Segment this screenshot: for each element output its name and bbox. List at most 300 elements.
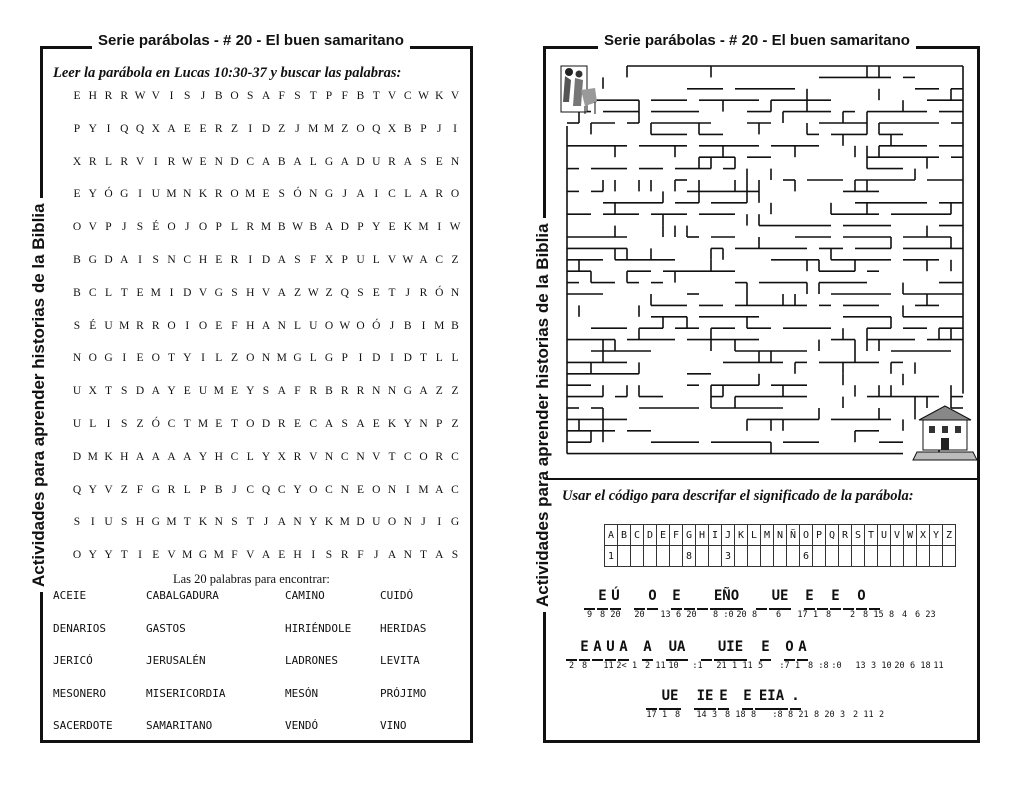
- grid-letter: S: [231, 286, 238, 299]
- grid-letter: S: [357, 286, 364, 299]
- answer-blank[interactable]: A: [797, 637, 808, 661]
- grid-letter: D: [261, 418, 271, 430]
- grid-row: [70, 188, 462, 200]
- answer-blank[interactable]: EIA: [755, 686, 788, 710]
- grid-letter: O: [246, 418, 255, 430]
- grid-letter: C: [325, 483, 333, 496]
- answer-blank[interactable]: [756, 586, 767, 610]
- grid-letter: E: [356, 483, 365, 496]
- grid-letter: N: [167, 254, 176, 266]
- grid-letter: Z: [230, 352, 239, 365]
- answer-blank[interactable]: Ú: [610, 586, 621, 610]
- grid-letter: V: [450, 90, 460, 102]
- code-number: 17: [646, 710, 657, 720]
- grid-letter: A: [356, 188, 365, 201]
- grid-letter: E: [183, 385, 191, 398]
- word-gap: [655, 639, 664, 661]
- word-item: SACERDOTE: [53, 719, 113, 732]
- answer-blank[interactable]: [566, 637, 577, 661]
- word-item: MISERICORDIA: [146, 686, 226, 700]
- inn-illustration-icon: [913, 406, 977, 460]
- grid-letter: M: [308, 122, 319, 135]
- grid-letter: O: [387, 516, 397, 529]
- grid-letter: I: [169, 90, 174, 102]
- grid-letter: K: [403, 221, 412, 234]
- word-item: DENARIOS: [53, 621, 106, 635]
- code-number-cell[interactable]: [930, 546, 943, 567]
- grid-letter: Y: [246, 385, 255, 398]
- grid-letter: E: [215, 319, 223, 332]
- grid-letter: C: [403, 90, 412, 102]
- grid-letter: V: [198, 286, 208, 299]
- grid-letter: R: [246, 221, 255, 234]
- answer-blank[interactable]: O: [784, 637, 795, 661]
- grid-letter: E: [388, 221, 396, 234]
- grid-letter: N: [340, 483, 349, 496]
- answer-blank[interactable]: [843, 586, 854, 610]
- grid-letter: A: [135, 450, 145, 463]
- grid-letter: O: [198, 319, 208, 332]
- grid-letter: N: [403, 516, 412, 529]
- grid-letter: I: [405, 483, 410, 496]
- grid-letter: E: [73, 188, 81, 201]
- grid-letter: T: [230, 418, 239, 430]
- grid-letter: W: [402, 254, 414, 266]
- code-number: 10: [881, 661, 892, 671]
- grid-letter: Y: [88, 122, 97, 135]
- grid-letter: S: [121, 418, 128, 430]
- cipher-line: [646, 686, 887, 722]
- code-number: [836, 610, 845, 622]
- grid-letter: O: [324, 319, 334, 332]
- answer-blank[interactable]: A: [592, 637, 603, 661]
- grid-letter: N: [356, 450, 365, 463]
- grid-row: [70, 90, 462, 102]
- grid-letter: C: [340, 450, 349, 463]
- grid-letter: Y: [309, 516, 318, 529]
- answer-blank[interactable]: [869, 586, 880, 610]
- grid-letter: R: [120, 90, 129, 102]
- code-letter-cell: X: [917, 525, 930, 546]
- code-number-cell[interactable]: 6: [800, 546, 813, 567]
- grid-letter: I: [106, 122, 111, 135]
- grid-letter: S: [136, 221, 144, 234]
- grid-letter: R: [136, 319, 144, 332]
- grid-letter: Y: [167, 385, 176, 398]
- grid-letter: R: [293, 450, 302, 463]
- code-number: 2: [852, 710, 859, 720]
- code-number-cell[interactable]: [748, 546, 761, 567]
- grid-letter: É: [152, 221, 160, 234]
- grid-letter: I: [153, 155, 158, 168]
- answer-blank[interactable]: E: [579, 637, 590, 661]
- grid-letter: N: [277, 319, 286, 332]
- grid-letter: M: [87, 450, 98, 463]
- word-gap: [690, 639, 699, 661]
- code-number: 8: [787, 710, 794, 720]
- grid-letter: Y: [88, 483, 97, 496]
- grid-letter: S: [451, 549, 459, 562]
- grid-letter: T: [419, 352, 428, 365]
- grid-letter: I: [437, 221, 442, 234]
- code-number-cell[interactable]: [904, 546, 917, 567]
- grid-letter: C: [183, 254, 192, 266]
- words-caption: Las 20 palabras para encontrar:: [173, 572, 330, 586]
- grid-letter: L: [183, 483, 191, 496]
- grid-letter: C: [167, 418, 176, 430]
- grid-letter: N: [403, 549, 412, 562]
- grid-letter: U: [72, 418, 82, 430]
- code-letter-cell: Q: [826, 525, 839, 546]
- answer-blank[interactable]: UE: [659, 686, 681, 710]
- grid-letter: Z: [120, 483, 128, 496]
- grid-letter: J: [295, 122, 300, 135]
- grid-letter: U: [104, 319, 113, 332]
- grid-letter: O: [230, 188, 239, 201]
- grid-letter: T: [104, 385, 113, 398]
- grid-letter: Z: [293, 286, 302, 299]
- grid-letter: C: [451, 483, 459, 496]
- code-letter-cell: A: [605, 525, 618, 546]
- grid-letter: O: [309, 483, 318, 496]
- code-number-cell[interactable]: [657, 546, 670, 567]
- grid-letter: J: [342, 188, 347, 201]
- grid-letter: D: [104, 254, 113, 266]
- code-numbers-row: [605, 546, 956, 567]
- grid-letter: H: [135, 516, 145, 529]
- grid-letter: T: [309, 90, 317, 102]
- grid-letter: T: [388, 286, 396, 299]
- code-number: 3: [711, 710, 718, 720]
- code-number-cell[interactable]: 3: [722, 546, 735, 567]
- answer-blank[interactable]: [646, 686, 657, 710]
- code-table: [604, 524, 956, 567]
- word-item: MESONERO: [53, 686, 106, 700]
- grid-letter: C: [88, 286, 97, 299]
- answer-blank[interactable]: [584, 586, 595, 610]
- grid-letter: P: [199, 483, 207, 496]
- grid-letter: F: [341, 90, 348, 102]
- code-letter-cell: T: [865, 525, 878, 546]
- grid-letter: R: [340, 385, 349, 398]
- code-number: 20: [686, 610, 697, 620]
- grid-letter: I: [390, 352, 394, 365]
- answer-blank[interactable]: A: [642, 637, 653, 661]
- grid-letter: A: [419, 188, 428, 201]
- maze: [545, 50, 978, 478]
- grid-letter: T: [419, 549, 428, 562]
- grid-letter: Q: [340, 286, 349, 299]
- code-letter-cell: L: [748, 525, 761, 546]
- grid-letter: O: [72, 221, 82, 234]
- grid-letter: D: [372, 352, 381, 365]
- code-number-cell[interactable]: [917, 546, 930, 567]
- grid-letter: B: [73, 254, 81, 266]
- code-instruction: Usar el código para descrifar el significado de la parábola:: [562, 488, 914, 504]
- grid-letter: T: [246, 516, 254, 529]
- grid-letter: C: [435, 254, 444, 266]
- grid-letter: A: [167, 450, 176, 463]
- grid-letter: G: [151, 483, 160, 496]
- code-number: 11: [742, 661, 753, 671]
- code-number: 6: [909, 661, 916, 671]
- grid-letter: B: [214, 483, 223, 496]
- code-number-cell[interactable]: [826, 546, 839, 567]
- code-letter-cell: F: [670, 525, 683, 546]
- grid-letter: A: [419, 254, 428, 266]
- code-letter-cell: M: [761, 525, 774, 546]
- right-side-label: Actividades para aprender historias de la Biblia: [533, 218, 553, 612]
- grid-letter: U: [104, 516, 113, 529]
- grid-letter: D: [261, 122, 271, 135]
- code-letter-cell: O: [800, 525, 813, 546]
- grid-letter: B: [325, 385, 333, 398]
- word-item: JERICÓ: [53, 654, 93, 667]
- answer-blank[interactable]: E: [760, 637, 771, 661]
- code-number: 6: [675, 610, 682, 620]
- grid-letter: A: [183, 450, 192, 463]
- code-number: 11: [863, 710, 874, 720]
- grid-letter: S: [278, 188, 285, 201]
- answer-blank[interactable]: O: [856, 586, 867, 610]
- code-number-cell[interactable]: 8: [683, 546, 696, 567]
- grid-letter: J: [389, 319, 395, 332]
- grid-letter: J: [232, 483, 237, 496]
- word-gap: [745, 588, 754, 610]
- answer-blank[interactable]: UA: [666, 637, 688, 661]
- code-number: [699, 610, 708, 622]
- grid-letter: M: [260, 221, 272, 234]
- answer-blank[interactable]: E: [830, 586, 841, 610]
- code-number-cell[interactable]: [839, 546, 852, 567]
- grid-letter: S: [121, 516, 128, 529]
- grid-letter: T: [183, 418, 191, 430]
- answer-blank[interactable]: E: [804, 586, 815, 610]
- answer-blank[interactable]: E: [718, 686, 729, 710]
- grid-letter: A: [324, 418, 334, 430]
- answer-blank[interactable]: U: [605, 637, 616, 661]
- grid-letter: Z: [451, 418, 459, 430]
- code-number: 18: [735, 710, 746, 720]
- grid-letter: H: [198, 254, 208, 266]
- answer-blank[interactable]: E: [671, 586, 682, 610]
- answer-blank[interactable]: EÑO: [710, 586, 743, 610]
- code-number: [844, 661, 853, 673]
- grid-letter: D: [261, 254, 271, 266]
- grid-letter: C: [230, 450, 239, 463]
- code-number-cell[interactable]: [644, 546, 657, 567]
- code-number: 8: [599, 610, 606, 620]
- code-number: 20: [894, 661, 905, 671]
- answer-blank[interactable]: [634, 586, 645, 610]
- code-letter-cell: J: [722, 525, 735, 546]
- grid-letter: M: [197, 418, 209, 430]
- code-number: 6: [914, 610, 921, 620]
- grid-letter: K: [198, 188, 208, 201]
- code-number-cell[interactable]: [943, 546, 956, 567]
- code-number: [685, 710, 694, 722]
- grid-letter: F: [357, 549, 364, 562]
- grid-letter: L: [372, 254, 380, 266]
- grid-letter: Y: [198, 450, 208, 463]
- grid-letter: A: [435, 549, 444, 562]
- code-number-cell[interactable]: [878, 546, 891, 567]
- code-letter-cell: N: [774, 525, 787, 546]
- grid-letter: M: [339, 516, 350, 529]
- grid-letter: F: [278, 90, 285, 102]
- grid-row: [70, 549, 462, 561]
- answer-blank[interactable]: E: [597, 586, 608, 610]
- word-item: LEVITA: [380, 654, 420, 667]
- grid-letter: K: [435, 90, 444, 102]
- answer-blank[interactable]: O: [647, 586, 658, 610]
- code-number-cell[interactable]: [670, 546, 683, 567]
- code-number: 8: [813, 710, 820, 720]
- left-page-title: Serie parábolas - # 20 - El buen samaritano: [92, 32, 410, 49]
- code-number: 3: [839, 710, 846, 720]
- code-letter-cell: G: [683, 525, 696, 546]
- grid-letter: I: [138, 549, 142, 562]
- grid-letter: P: [73, 122, 81, 135]
- grid-letter: A: [277, 516, 286, 529]
- grid-letter: C: [246, 483, 255, 496]
- grid-letter: M: [166, 188, 177, 201]
- code-number: 2: [568, 661, 575, 671]
- grid-letter: N: [387, 483, 397, 496]
- code-number: 23: [925, 610, 936, 620]
- grid-letter: J: [437, 122, 442, 135]
- code-number-cell[interactable]: [865, 546, 878, 567]
- word-item: LADRONES: [285, 654, 338, 667]
- answer-blank[interactable]: [684, 586, 695, 610]
- grid-letter: P: [105, 221, 112, 234]
- grid-letter: R: [120, 155, 129, 168]
- grid-letter: A: [151, 450, 160, 463]
- grid-letter: A: [435, 483, 444, 496]
- grid-letter: A: [261, 90, 271, 102]
- grid-letter: G: [214, 286, 223, 299]
- grid-letter: Q: [261, 483, 271, 496]
- grid-row: [70, 254, 462, 266]
- code-number-cell[interactable]: [709, 546, 722, 567]
- code-number: 9: [586, 610, 593, 620]
- code-number-cell[interactable]: [787, 546, 800, 567]
- grid-letter: P: [325, 90, 333, 102]
- answer-blank[interactable]: [701, 637, 712, 661]
- code-number: 2: [878, 710, 885, 720]
- grid-letter: S: [121, 385, 128, 398]
- grid-letter: E: [372, 418, 380, 430]
- code-number-cell[interactable]: [618, 546, 631, 567]
- code-number-cell[interactable]: [631, 546, 644, 567]
- grid-letter: Ó: [293, 188, 302, 201]
- grid-letter: U: [72, 385, 82, 398]
- grid-letter: K: [198, 516, 208, 529]
- cipher-line: [584, 586, 936, 622]
- code-number: 8: [581, 661, 588, 671]
- answer-blank[interactable]: [697, 586, 708, 610]
- grid-letter: X: [277, 450, 286, 463]
- grid-letter: L: [104, 155, 113, 168]
- grid-letter: D: [135, 385, 145, 398]
- grid-letter: S: [341, 418, 348, 430]
- code-number-cell[interactable]: [891, 546, 904, 567]
- maze-walls: [567, 66, 963, 454]
- answer-blank[interactable]: A: [618, 637, 629, 661]
- grid-letter: X: [387, 122, 397, 135]
- code-number-cell[interactable]: [774, 546, 787, 567]
- grid-letter: F: [231, 319, 238, 332]
- left-side-label: Actividades para aprender historias de la Biblia: [29, 198, 49, 592]
- grid-letter: P: [357, 221, 364, 234]
- grid-letter: X: [72, 155, 82, 168]
- grid-letter: M: [434, 319, 445, 332]
- grid-letter: K: [324, 516, 334, 529]
- word-gap: [731, 688, 740, 710]
- answer-blank[interactable]: .: [790, 686, 801, 710]
- grid-letter: V: [309, 450, 318, 463]
- grid-letter: Y: [372, 221, 381, 234]
- answer-blank[interactable]: E: [742, 686, 753, 710]
- code-number: 8: [712, 610, 719, 620]
- grid-letter: Ó: [435, 286, 444, 299]
- grid-letter: R: [277, 418, 286, 430]
- grid-letter: Z: [451, 254, 459, 266]
- grid-letter: M: [245, 188, 256, 201]
- grid-letter: P: [420, 122, 427, 135]
- grid-letter: Y: [403, 418, 412, 430]
- grid-letter: L: [404, 188, 412, 201]
- grid-letter: V: [135, 155, 145, 168]
- word-gap: [683, 688, 692, 710]
- answer-blank[interactable]: UIE: [714, 637, 747, 661]
- code-number-cell[interactable]: [813, 546, 826, 567]
- grid-letter: C: [388, 188, 396, 201]
- code-number-cell[interactable]: [761, 546, 774, 567]
- grid-letter: W: [134, 90, 146, 102]
- grid-letter: T: [120, 549, 128, 562]
- grid-letter: D: [356, 516, 365, 529]
- cipher-line: [566, 637, 944, 673]
- code-number: :0: [831, 661, 842, 671]
- code-number-cell[interactable]: [735, 546, 748, 567]
- grid-letter: P: [215, 221, 222, 234]
- code-number-cell[interactable]: [696, 546, 709, 567]
- code-number-cell[interactable]: 1: [605, 546, 618, 567]
- code-number-cell[interactable]: [852, 546, 865, 567]
- answer-blank[interactable]: UE: [769, 586, 791, 610]
- grid-letter: R: [419, 286, 428, 299]
- answer-blank[interactable]: IE: [694, 686, 716, 710]
- grid-letter: V: [372, 450, 381, 463]
- grid-letter: V: [246, 549, 255, 562]
- grid-letter: V: [88, 221, 97, 234]
- grid-letter: J: [200, 90, 206, 102]
- answer-blank[interactable]: [817, 586, 828, 610]
- grid-letter: O: [356, 122, 365, 135]
- word-gap: [623, 588, 632, 610]
- code-letter-cell: I: [709, 525, 722, 546]
- grid-letter: M: [119, 319, 130, 332]
- grid-letter: W: [292, 221, 303, 234]
- grid-letter: R: [104, 90, 113, 102]
- grid-letter: R: [230, 254, 239, 266]
- code-letter-cell: B: [618, 525, 631, 546]
- grid-letter: C: [451, 450, 459, 463]
- grid-letter: E: [262, 188, 270, 201]
- grid-letter: B: [73, 286, 81, 299]
- grid-letter: P: [341, 254, 348, 266]
